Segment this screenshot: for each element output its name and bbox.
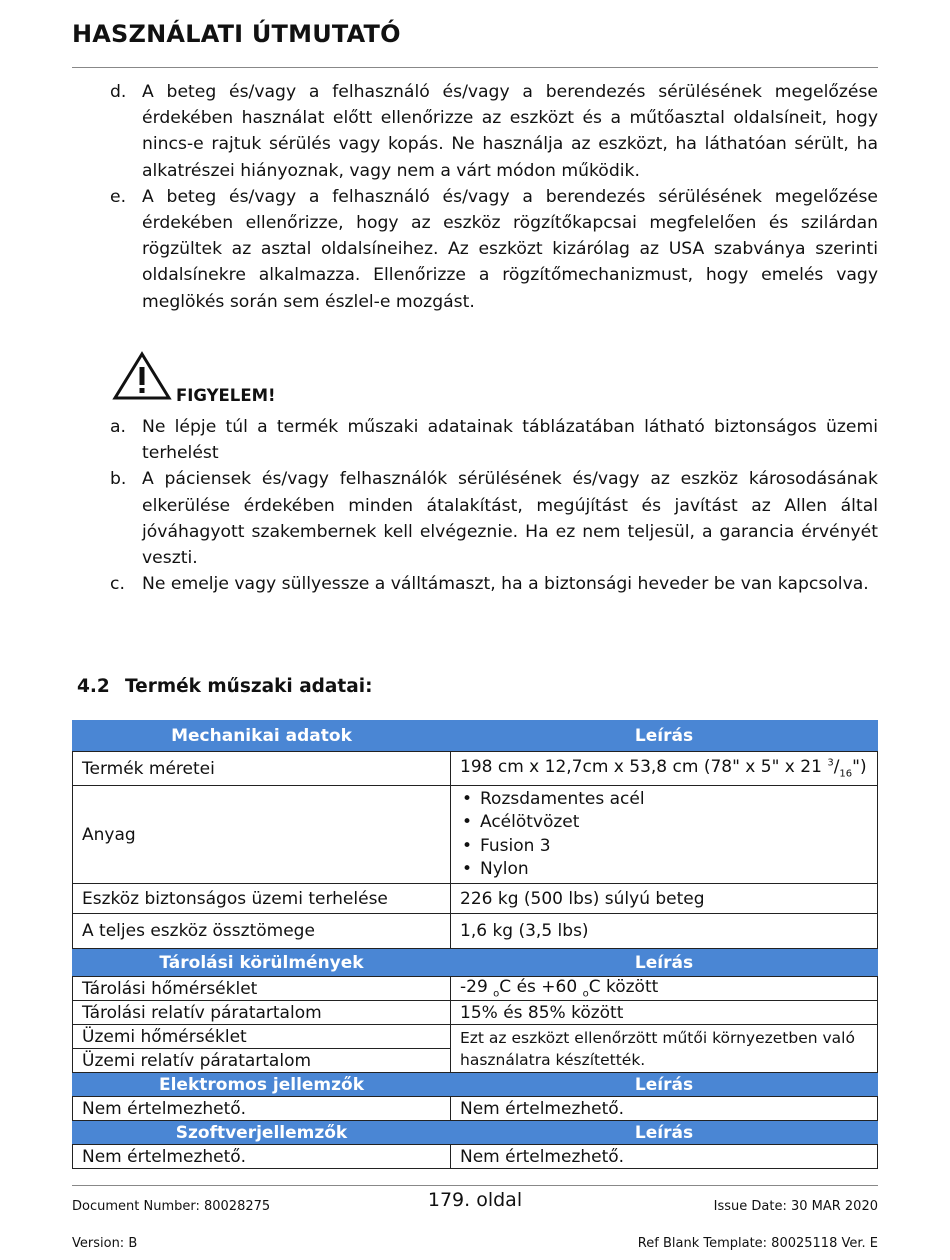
table-row — [73, 786, 878, 884]
version: Version: B — [72, 1236, 138, 1251]
document-number: Document Number: 80028275 — [72, 1199, 271, 1214]
table-cell: Anyag — [73, 786, 451, 884]
storage-temp-min: -29 — [460, 977, 494, 998]
table-row — [73, 914, 878, 949]
list-item: • Rozsdamentes acél — [480, 788, 868, 812]
list-item-label: b. — [110, 469, 127, 490]
footer-divider — [72, 1185, 878, 1186]
material-list — [460, 788, 868, 882]
table-cell: Nem értelmezhető. — [451, 1097, 878, 1121]
table-cell: Tárolási relatív páratartalom — [73, 1001, 451, 1025]
caution-list — [110, 79, 878, 315]
table-cell: 226 kg (500 lbs) súlyú beteg — [451, 884, 878, 914]
list-item-text: A beteg és/vagy a felhasználó és/vagy a berendezés sérülésének megelőzése érdekében használat előtt ellenőrizze az eszközt és a műtőasztal oldalsíneit, hogy nincs-e rajtuk sérülés vagy kopás. Ne használja az eszközt, ha láthatóan sérült, ha alkatrészei hiányoznak, vagy nem a várt módon működik. — [142, 82, 878, 181]
dimensions-tail: ") — [852, 757, 867, 778]
table-row — [73, 1025, 878, 1049]
degree-sign: o — [582, 988, 589, 1000]
list-item-label: a. — [110, 417, 126, 437]
list-item: • Fusion 3 — [480, 835, 868, 859]
warning-heading — [112, 351, 276, 405]
storage-temp-mid: C és +60 — [499, 977, 583, 998]
table-cell: 198 cm x 12,7cm x 53,8 cm (78" x 5" x 21 $^3/_{16}$") — [451, 752, 878, 786]
document-title: HASZNÁLATI ÚTMUTATÓ — [72, 20, 401, 48]
table-header-row — [73, 721, 878, 752]
dimensions-value: 198 cm x 12,7cm x 53,8 cm (78" x 5" x 21 — [460, 757, 828, 778]
list-item — [110, 414, 878, 466]
specifications-table — [72, 720, 878, 1169]
table-header-cell: Szoftverjellemzők — [73, 1121, 451, 1145]
table-cell: 1,6 kg (3,5 lbs) — [451, 914, 878, 949]
list-item: • Nylon — [480, 858, 868, 882]
table-cell: Ezt az eszközt ellenőrzött műtői környezetben való használatra készítették. — [451, 1025, 878, 1073]
list-item — [110, 79, 878, 184]
list-item-text: Ne lépje túl a termék műszaki adatainak táblázatában látható biztonságos üzemi terhelést — [142, 417, 878, 464]
list-item-label: d. — [110, 82, 127, 102]
table-cell: Nem értelmezhető. — [73, 1145, 451, 1169]
list-item — [110, 466, 878, 571]
table-cell: A teljes eszköz össztömege — [73, 914, 451, 949]
list-item-label: c. — [110, 574, 125, 595]
section-heading — [77, 676, 372, 697]
page-number: 179. oldal — [427, 1189, 523, 1211]
table-cell: Tárolási hőmérséklet — [73, 977, 451, 1001]
table-header-cell: Leírás — [451, 949, 878, 977]
fraction-denominator: 16 — [839, 768, 853, 780]
list-item-text: A páciensek és/vagy felhasználók sérülésének és/vagy az eszköz károsodásának elkerülése érdekében minden átalakítást, megújítást és javítást az Allen által jóváhagyott szakembernek kell elvégeznie. Ha ez nem teljesül, a garancia érvényét veszti. — [142, 469, 878, 569]
section-number: 4.2 — [77, 676, 110, 697]
table-cell: 15% és 85% között — [451, 1001, 878, 1025]
list-item-text: Ne emelje vagy süllyessze a válltámaszt, ha a biztonsági heveder be van kapcsolva. — [142, 574, 869, 595]
list-item-label: e. — [110, 186, 127, 207]
table-cell: Üzemi hőmérséklet — [73, 1025, 451, 1049]
table-header-cell: Leírás — [451, 721, 878, 752]
table-header-cell: Tárolási körülmények — [73, 949, 451, 977]
template-reference: Ref Blank Template: 80025118 Ver. E — [637, 1236, 878, 1251]
table-cell — [451, 977, 878, 1001]
table-cell — [451, 786, 878, 884]
table-cell: Nem értelmezhető. — [73, 1097, 451, 1121]
table-header-cell: Leírás — [451, 1121, 878, 1145]
table-row — [73, 752, 878, 786]
list-item-text: A beteg és/vagy a felhasználó és/vagy a berendezés sérülésének megelőzése érdekében ellenőrizze, hogy az eszköz rögzítőkapcsai megfelelően és szilárdan rögzültek az asztal oldalsíneihez. Az eszközt kizárólag az USA szabványa szerinti oldalsínekre alkalmazza. Ellenőrizze a rögzítőmechanizmust, hogy emelés vagy meglökés során sem észlel-e mozgást. — [142, 186, 878, 312]
table-cell: Üzemi relatív páratartalom — [73, 1049, 451, 1073]
list-item — [110, 184, 878, 315]
list-item — [110, 571, 878, 597]
list-item: • Acélötvözet — [480, 811, 868, 835]
storage-temp-end: C között — [588, 977, 659, 998]
degree-sign: o — [493, 988, 500, 1000]
table-header-row — [73, 1073, 878, 1097]
table-header-row — [73, 949, 878, 977]
table-cell: Eszköz biztonságos üzemi terhelése — [73, 884, 451, 914]
table-header-row — [73, 1121, 878, 1145]
table-header-cell: Leírás — [451, 1073, 878, 1097]
warning-list — [110, 414, 878, 597]
section-title: Termék műszaki adatai: — [125, 676, 373, 697]
table-cell: Termék méretei — [73, 752, 451, 786]
header-divider — [72, 67, 878, 68]
table-header-cell: Elektromos jellemzők — [73, 1073, 451, 1097]
table-cell: Nem értelmezhető. — [451, 1145, 878, 1169]
warning-label: FIGYELEM! — [176, 386, 276, 405]
table-row — [73, 884, 878, 914]
fraction-numerator: 3 — [827, 757, 834, 769]
issue-date: Issue Date: 30 MAR 2020 — [713, 1199, 878, 1214]
table-row — [73, 977, 878, 1001]
warning-triangle-icon — [112, 351, 172, 401]
table-header-cell: Mechanikai adatok — [73, 721, 451, 752]
table-row — [73, 1145, 878, 1169]
table-row — [73, 1097, 878, 1121]
table-row — [73, 1001, 878, 1025]
